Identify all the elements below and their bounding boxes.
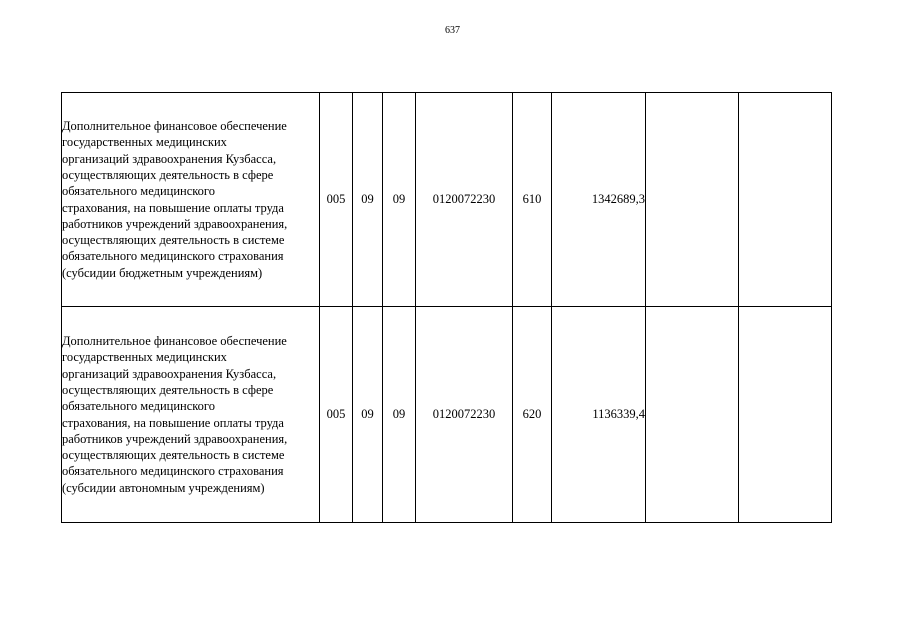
description-line: (субсидии автономным учреждениям) — [62, 480, 265, 495]
amount-cell: 1136339,4 — [552, 307, 646, 523]
description-line: (субсидии бюджетным учреждениям) — [62, 265, 263, 280]
description-line: государственных медицинских — [62, 135, 227, 150]
subsection-code: 09 — [383, 93, 416, 307]
amount-cell: 1342689,3 — [552, 93, 646, 307]
empty-cell — [739, 307, 832, 523]
target-article-code: 0120072230 — [416, 93, 513, 307]
budget-table — [61, 92, 832, 523]
description-line: государственных медицинских — [62, 350, 227, 365]
table-row — [62, 307, 832, 523]
description-line: организаций здравоохранения Кузбасса, — [62, 151, 277, 166]
description-line: обязательного медицинского страхования — [62, 249, 284, 264]
target-article-code: 0120072230 — [416, 307, 513, 523]
description-line: осуществляющих деятельность в системе — [62, 448, 285, 463]
description-line: страхования, на повышение оплаты труда — [62, 415, 284, 430]
empty-cell — [646, 93, 739, 307]
empty-cell — [739, 93, 832, 307]
description-line: обязательного медицинского — [62, 184, 216, 199]
description-line: обязательного медицинского — [62, 399, 216, 414]
section-code: 09 — [353, 93, 383, 307]
description-line: работников учреждений здравоохранения, — [62, 431, 288, 446]
empty-cell — [646, 307, 739, 523]
description-line: организаций здравоохранения Кузбасса, — [62, 366, 277, 381]
subsection-code: 09 — [383, 307, 416, 523]
table-row — [62, 93, 832, 307]
description-line: страхования, на повышение оплаты труда — [62, 200, 284, 215]
description-line: осуществляющих деятельность в системе — [62, 233, 285, 248]
ministry-code: 005 — [320, 93, 353, 307]
page-number: 637 — [445, 25, 460, 36]
expense-type-code: 620 — [513, 307, 552, 523]
description-line: осуществляющих деятельность в сфере — [62, 382, 274, 397]
description-line: Дополнительное финансовое обеспечение — [62, 119, 287, 134]
row-description — [62, 307, 320, 523]
ministry-code: 005 — [320, 307, 353, 523]
description-line: работников учреждений здравоохранения, — [62, 216, 288, 231]
section-code: 09 — [353, 307, 383, 523]
description-line: осуществляющих деятельность в сфере — [62, 167, 274, 182]
description-line: Дополнительное финансовое обеспечение — [62, 334, 287, 349]
description-line: обязательного медицинского страхования — [62, 464, 284, 479]
expense-type-code: 610 — [513, 93, 552, 307]
row-description — [62, 93, 320, 307]
